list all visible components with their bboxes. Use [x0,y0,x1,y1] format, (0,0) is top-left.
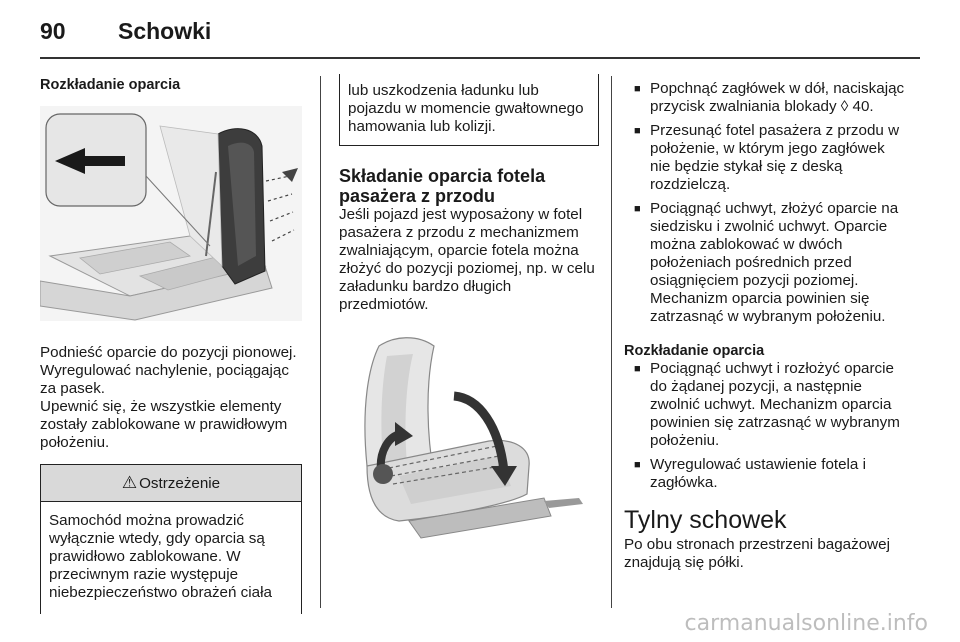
list-item: ■ Pociągnąć uchwyt i rozłożyć oparcie do żądanej pozycji, a następnie zwolnić uchwyt. Mechanizm oparcia powinien się zatrzasnąć w wybranym położeniu. [634,360,900,449]
list-item: ■ Pociągnąć uchwyt, złożyć oparcie na siedzisku i zwolnić uchwyt. Oparcie można zablokować w dwóch położeniach pośrednich przed osiągnięciem pozycji poziomej. Mechanizm oparcia powinien się zatrzasnąć w wybranym położeniu. [634,200,899,325]
warning-header [41,465,301,502]
warning-continuation-box [339,74,599,146]
list-item: ■ Wyregulować ustawienie fotela i zagłówka. [634,456,866,491]
column-2 [339,74,604,561]
page-number: 90 [40,18,66,44]
instruction-list [624,360,906,492]
subheading: Rozkładanie oparcia [40,77,181,93]
page-header [40,18,920,62]
list-item: ■ Przesunąć fotel pasażera z przodu w położenie, w którym jego zagłówek nie będzie stykał się z deską rozdzielczą. [634,122,900,193]
paragraph: Podnieść oparcie do pozycji pionowej. Wyregulować nachylenie, pociągając za pasek. [40,344,297,397]
section-title: Schowki [118,18,212,44]
warning-triangle-icon: ⚠ [121,473,138,492]
warning-body [41,502,301,614]
warning-text: Samochód można prowadzić wyłącznie wtedy, gdy oparcia są prawidłowo zablokowane. W przeciwnym razie występuje niebezpieczeństwo obrażeń ciała [49,512,272,601]
subheading: Rozkładanie oparcia [624,343,765,359]
warning-continuation-text: lub uszkodzenia ładunku lub pojazdu w momencie gwałtownego hamowania lub kolizji. [348,82,584,135]
paragraph: Po obu stronach przestrzeni bagażowej znajdują się półki. [624,536,890,571]
column-3 [624,80,906,572]
header-rule [40,57,920,59]
warning-title: Ostrzeżenie [139,474,221,492]
front-seat-illustration [339,326,601,556]
column-divider-1 [320,76,321,608]
paragraph: Jeśli pojazd jest wyposażony w fotel pasażera z przodu z mechanizmem zwalniającym, oparcie fotela można złożyć do pozycji poziomej, np. w celu załadunku bardzo długich przedmiotów. [339,206,595,313]
paragraph: Upewnić się, że wszystkie elementy zostały zablokowane w prawidłowym położeniu. [40,398,288,451]
section-heading: Składanie oparcia fotela pasażera z przodu [339,166,546,206]
column-divider-2 [611,76,612,608]
column-1 [40,76,304,614]
list-item: ■ Popchnąć zagłówek w dół, naciskając przycisk zwalniania blokady ◊ 40. [634,80,905,115]
instruction-list [624,80,906,326]
rear-seat-illustration [40,106,302,321]
warning-box [40,464,302,614]
section-heading: Tylny schowek [624,506,787,534]
watermark: carmanualsonline.info [684,611,928,636]
